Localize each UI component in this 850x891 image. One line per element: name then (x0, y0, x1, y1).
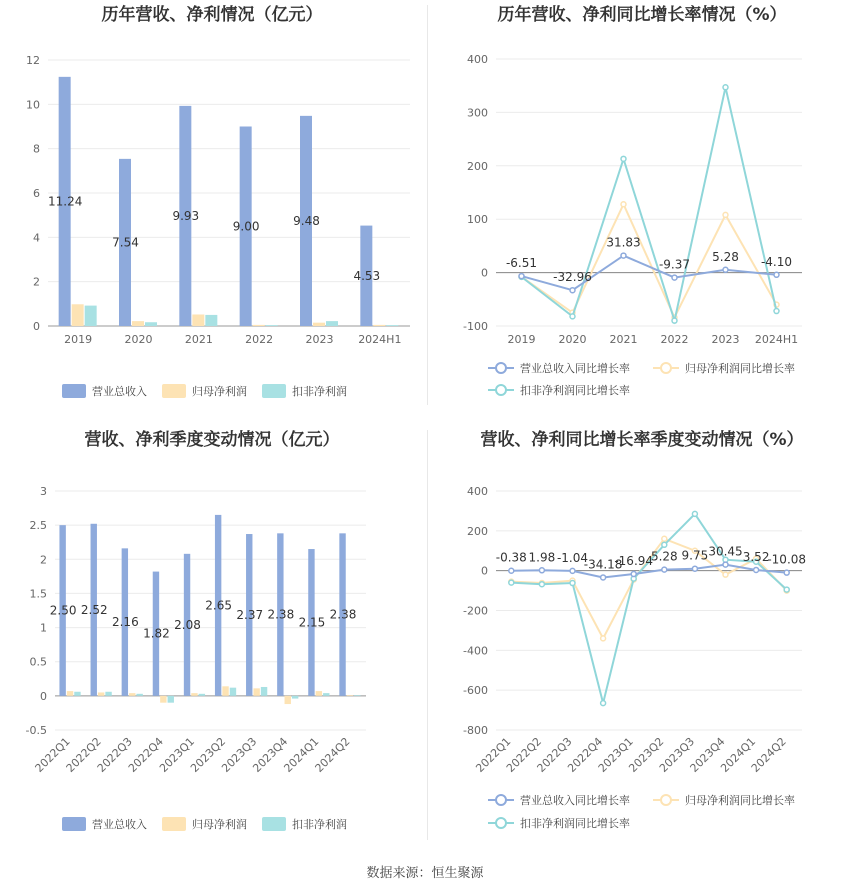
y-tick-label: 400 (467, 53, 488, 66)
x-tick-label: 2022 (245, 333, 274, 346)
x-tick-label: 2023 (305, 333, 334, 346)
bar-3 (105, 692, 111, 696)
series-point-3 (672, 318, 677, 323)
data-label: 5.28 (650, 549, 678, 564)
bar-2 (316, 691, 322, 696)
x-tick-label: 2023Q3 (219, 734, 260, 775)
bar-2 (191, 693, 197, 696)
bar-3 (199, 694, 205, 696)
x-tick-label: 2022Q4 (565, 734, 606, 775)
data-label: 9.00 (232, 219, 260, 234)
series-point-1 (662, 567, 667, 572)
y-tick-label: 12 (26, 54, 40, 67)
quarterly-growth-rate-chart (428, 425, 850, 855)
series-point-1 (509, 568, 514, 573)
data-label: 2.38 (267, 607, 295, 622)
data-label: 9.75 (681, 548, 709, 563)
data-source-note: 数据来源：恒生聚源 (366, 866, 484, 881)
x-tick-label: 2022Q3 (534, 734, 575, 775)
y-tick-label: 2 (40, 553, 47, 567)
x-tick-label: 2024Q1 (718, 734, 759, 775)
series-point-1 (570, 288, 575, 293)
series-point-3 (601, 701, 606, 706)
legend-label: 归母净利润同比增长率 (685, 362, 795, 375)
x-tick-label: 2024Q1 (281, 734, 322, 775)
data-label: 2.65 (205, 598, 233, 613)
y-tick-label: 0.5 (29, 655, 47, 669)
bar-2 (373, 325, 385, 326)
data-label: -10.08 (767, 552, 807, 567)
bar-2 (67, 691, 73, 696)
series-point-1 (692, 566, 697, 571)
y-tick-label: -0.5 (25, 724, 47, 737)
series-point-1 (539, 568, 544, 573)
legend-swatch-marker (496, 385, 506, 395)
series-line-3 (511, 514, 786, 703)
bar-3 (386, 325, 398, 326)
y-tick-label: 3 (40, 485, 47, 498)
series-point-1 (672, 275, 677, 280)
y-tick-label: 200 (467, 159, 488, 173)
series-point-1 (570, 568, 575, 573)
x-tick-label: 2023Q1 (157, 734, 198, 775)
data-label: 2.08 (174, 617, 201, 632)
series-point-1 (784, 570, 789, 575)
legend-swatch (262, 817, 286, 831)
series-point-3 (774, 309, 779, 314)
x-tick-label: 2023 (711, 333, 740, 346)
y-tick-label: -800 (463, 724, 488, 737)
legend-swatch (162, 817, 186, 831)
x-tick-label: 2019 (507, 333, 536, 346)
series-point-3 (509, 580, 514, 585)
data-label: -4.10 (760, 254, 793, 269)
legend-swatch-marker (496, 818, 506, 828)
legend-swatch-marker (661, 795, 671, 805)
x-tick-label: 2023Q2 (188, 734, 229, 775)
data-label: 4.53 (353, 268, 381, 283)
x-tick-label: 2024Q2 (748, 734, 789, 775)
data-label: 9.48 (293, 213, 320, 228)
y-tick-label: 6 (33, 187, 40, 200)
legend-label: 归母净利润同比增长率 (685, 794, 795, 807)
legend-swatch-marker (661, 363, 671, 373)
data-label: 2.37 (236, 607, 264, 622)
bar-3 (230, 688, 236, 696)
data-label: 11.24 (47, 194, 83, 209)
x-tick-label: 2020 (124, 333, 153, 346)
chart-title: 历年营收、净利同比增长率情况（%） (497, 5, 787, 25)
legend-label: 营业总收入同比增长率 (520, 794, 630, 807)
bar-2 (192, 314, 204, 326)
data-label: 2.50 (49, 603, 77, 618)
x-tick-label: 2022Q1 (32, 734, 73, 775)
legend-label: 扣非净利润同比增长率 (520, 817, 630, 830)
y-tick-label: 0 (40, 689, 47, 703)
data-label: -1.04 (556, 550, 589, 565)
legend-label: 营业总收入 (92, 818, 147, 831)
chart-title: 营收、净利同比增长率季度变动情况（%） (480, 430, 804, 450)
bar-3 (74, 692, 80, 696)
annual-growth-rate-chart (428, 0, 850, 410)
series-point-3 (662, 542, 667, 547)
y-tick-label: -400 (463, 644, 488, 658)
bar-2 (253, 325, 265, 326)
chart-title: 历年营收、净利情况（亿元） (101, 5, 323, 25)
x-tick-label: 2024H1 (358, 333, 402, 346)
bar-2 (98, 692, 104, 695)
series-point-1 (519, 274, 524, 279)
x-tick-label: 2024Q2 (312, 734, 353, 775)
bar-2 (129, 693, 135, 696)
bar-3 (266, 325, 278, 326)
data-label: 2.15 (298, 615, 326, 630)
series-point-2 (601, 636, 606, 641)
data-label: 7.54 (112, 235, 139, 250)
data-label: 3.52 (742, 549, 770, 564)
data-label: -9.37 (658, 257, 691, 272)
y-tick-label: -200 (463, 604, 488, 618)
y-tick-label: 4 (33, 231, 40, 245)
bar-2 (222, 686, 228, 696)
data-label: 2.16 (111, 615, 139, 630)
series-point-2 (621, 202, 626, 207)
bar-3 (85, 306, 97, 326)
bar-3 (323, 693, 329, 696)
data-label: 1.98 (528, 550, 556, 565)
data-label: 1.82 (143, 626, 170, 641)
x-tick-label: 2023Q3 (656, 734, 698, 775)
chart-title: 营收、净利季度变动情况（亿元） (84, 430, 340, 450)
legend-label: 扣非净利润 (292, 818, 347, 831)
legend-label: 营业总收入同比增长率 (520, 362, 630, 375)
y-tick-label: 0 (481, 266, 488, 280)
legend-swatch (262, 384, 286, 398)
x-tick-label: 2022Q1 (473, 734, 514, 775)
bar-3 (205, 315, 217, 326)
x-tick-label: 2022Q3 (94, 734, 135, 775)
series-point-1 (631, 572, 636, 577)
y-tick-label: 100 (467, 213, 488, 227)
series-point-3 (784, 587, 789, 592)
data-label: 5.28 (712, 249, 739, 264)
bar-3 (292, 696, 298, 699)
series-point-3 (621, 156, 626, 161)
x-tick-label: 2021 (184, 333, 213, 346)
legend-label: 扣非净利润同比增长率 (520, 384, 630, 397)
series-point-1 (723, 267, 728, 272)
data-label: -32.96 (553, 270, 592, 285)
y-tick-label: -600 (463, 684, 488, 698)
legend-label: 扣非净利润 (292, 385, 347, 398)
y-tick-label: 400 (467, 485, 488, 498)
data-label: 2.38 (329, 607, 357, 622)
series-point-1 (754, 567, 759, 572)
x-tick-label: 2022Q2 (63, 734, 104, 775)
y-tick-label: 1 (40, 621, 47, 635)
data-label: -16.94 (614, 554, 654, 569)
x-tick-label: 2020 (558, 333, 587, 346)
legend-swatch-marker (496, 363, 506, 373)
annual-revenue-profit-chart (0, 0, 425, 410)
data-label: 31.83 (606, 235, 641, 250)
series-point-2 (723, 572, 728, 577)
bar-2 (313, 323, 325, 326)
legend-label: 营业总收入 (92, 385, 147, 398)
y-tick-label: 0 (481, 564, 488, 578)
bar-3 (145, 322, 157, 326)
legend-label: 归母净利润 (192, 818, 247, 831)
x-tick-label: 2019 (64, 333, 93, 346)
bar-3 (354, 695, 360, 696)
series-point-2 (662, 536, 667, 541)
x-tick-label: 2023Q1 (595, 734, 636, 775)
bar-2 (132, 321, 144, 326)
x-tick-label: 2023Q2 (626, 734, 667, 775)
bar-2 (347, 695, 353, 696)
bar-3 (261, 687, 267, 696)
bar-3 (136, 694, 142, 696)
x-tick-label: 2021 (609, 333, 638, 346)
bar-3 (326, 321, 338, 326)
bar-2 (160, 696, 166, 703)
legend-swatch (62, 384, 86, 398)
x-tick-label: 2023Q4 (250, 734, 291, 775)
y-tick-label: 10 (26, 98, 40, 112)
series-point-3 (692, 511, 697, 516)
y-tick-label: 300 (467, 106, 488, 120)
quarterly-revenue-profit-chart (0, 425, 425, 855)
series-point-3 (570, 581, 575, 586)
legend-swatch (62, 817, 86, 831)
bar-2 (72, 304, 84, 326)
bar-2 (253, 688, 259, 696)
legend-label: 归母净利润 (192, 385, 247, 398)
data-label: -6.51 (505, 256, 538, 271)
series-point-1 (601, 575, 606, 580)
series-point-1 (723, 562, 728, 567)
y-tick-label: 2 (33, 275, 40, 289)
y-tick-label: -100 (463, 320, 488, 333)
legend-swatch (162, 384, 186, 398)
data-label: 9.93 (172, 208, 200, 223)
bar-2 (285, 696, 291, 704)
x-tick-label: 2024H1 (754, 333, 799, 346)
data-label: -0.38 (495, 550, 527, 565)
y-tick-label: 1.5 (29, 587, 47, 601)
series-point-3 (723, 85, 728, 90)
y-tick-label: 0 (33, 320, 40, 333)
x-tick-label: 2022 (660, 333, 689, 346)
series-point-2 (723, 212, 728, 217)
series-point-3 (539, 582, 544, 587)
bar-3 (168, 696, 174, 703)
data-label: 30.45 (708, 544, 743, 559)
series-point-3 (570, 314, 575, 319)
x-tick-label: 2023Q4 (687, 734, 728, 775)
y-tick-label: 2.5 (29, 519, 47, 533)
x-tick-label: 2022Q2 (503, 734, 545, 775)
series-point-1 (774, 272, 779, 277)
y-tick-label: 200 (467, 524, 488, 538)
series-point-1 (621, 253, 626, 258)
data-label: -34.18 (583, 557, 623, 572)
legend-swatch-marker (496, 795, 506, 805)
x-tick-label: 2022Q4 (125, 734, 166, 775)
y-tick-label: 8 (33, 142, 40, 156)
data-label: 2.52 (80, 602, 108, 617)
